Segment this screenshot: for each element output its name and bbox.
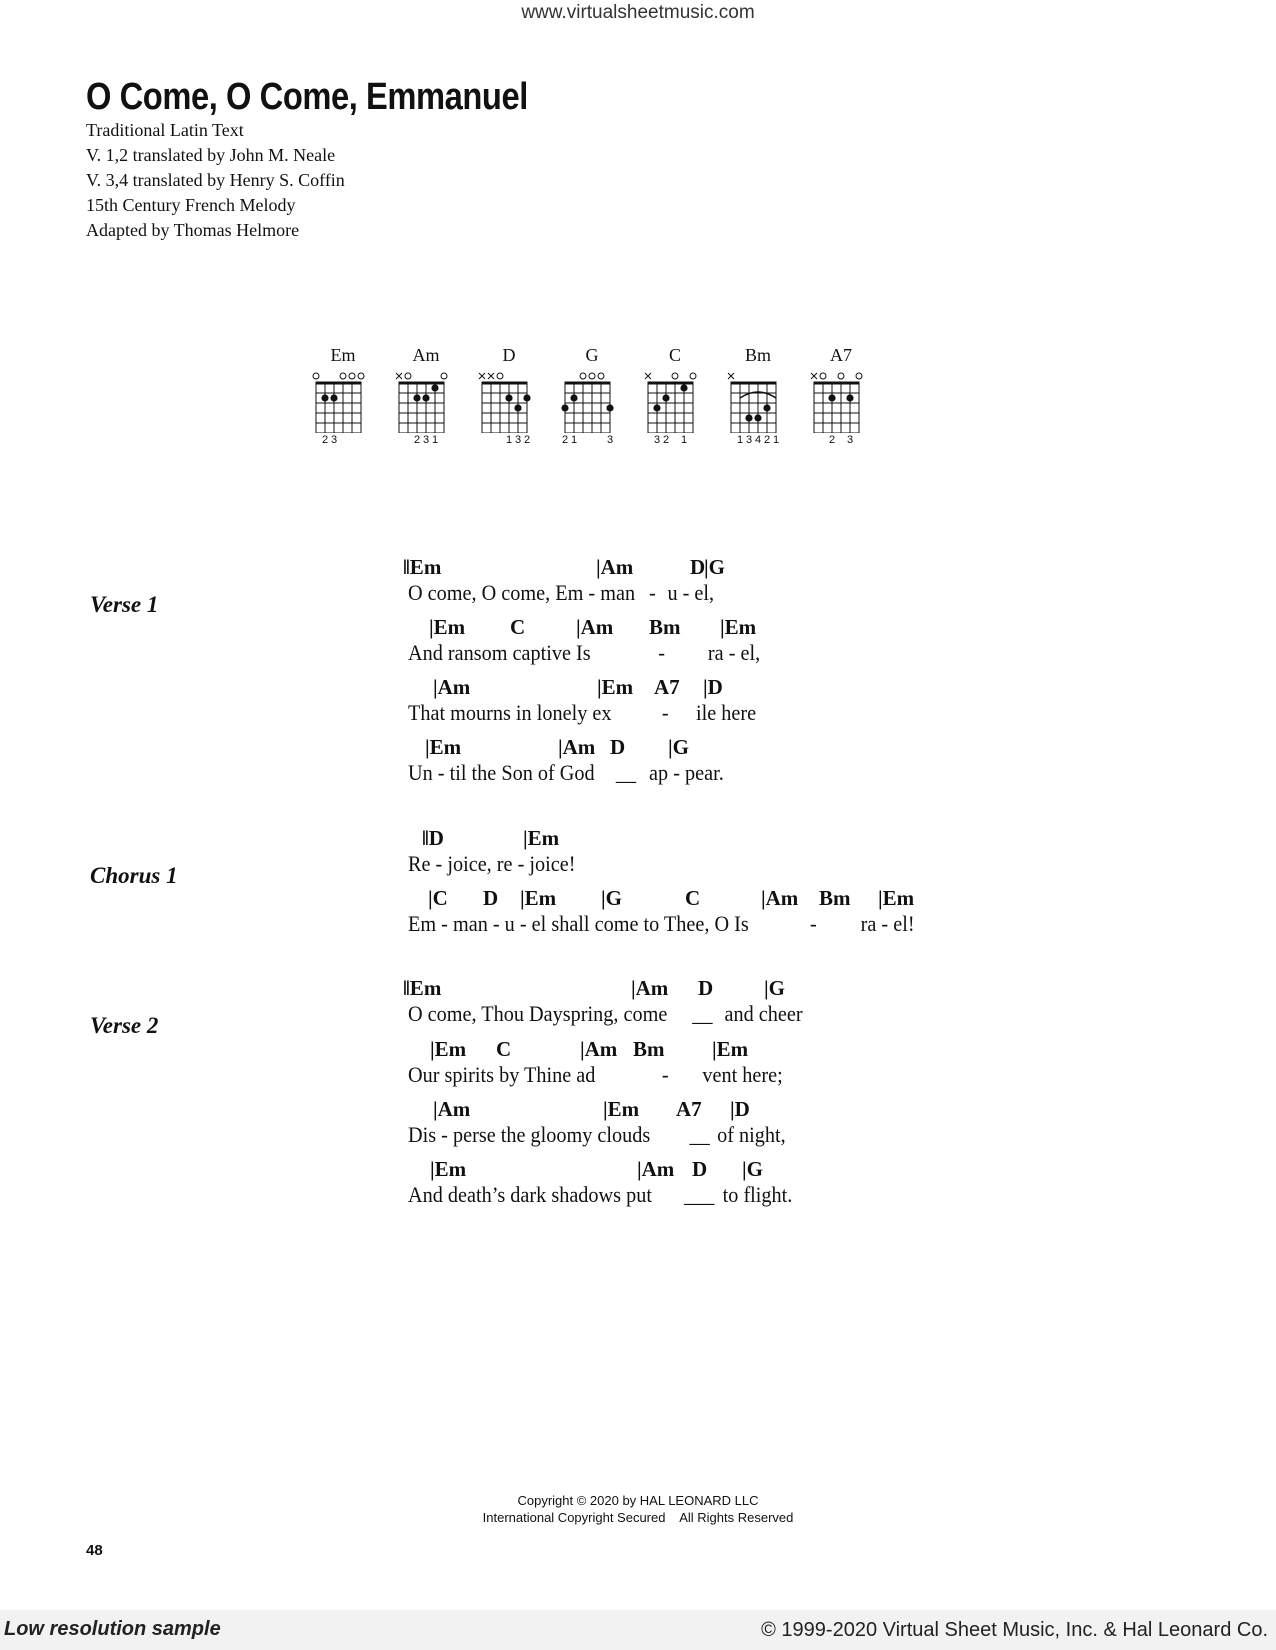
lyric-segment: __	[692, 1001, 713, 1026]
lyric-segment: That mourns in lonely ex	[408, 700, 612, 725]
open-string-marker	[589, 373, 595, 379]
copyright-notice	[0, 1492, 1276, 1526]
lyric-segment: u - el,	[667, 580, 715, 605]
chord-symbol: D	[690, 555, 706, 579]
lyric-segment: Em - man - u - el shall come to Thee, O Is	[408, 911, 749, 936]
chord-symbol: A7	[654, 675, 680, 699]
credit-adapter: Adapted by Thomas Helmore	[86, 220, 300, 240]
chord-fretboard	[806, 367, 876, 433]
open-string-marker	[441, 373, 447, 379]
chord-symbol: C	[510, 615, 526, 639]
finger-number: 4	[754, 434, 762, 446]
finger-dot	[330, 394, 337, 401]
section-label-chorus-1: Chorus 1	[90, 863, 178, 888]
finger-number: 2	[828, 434, 836, 446]
chord-symbol: |Em	[520, 886, 557, 910]
lyric-segment: ra - el,	[707, 640, 761, 665]
footer-copyright: © 1999-2020 Virtual Sheet Music, Inc. & Hal Leonard Co.	[761, 1619, 1268, 1641]
song-title: O Come, O Come, Emmanuel	[86, 76, 528, 118]
chord-symbol: |G	[704, 555, 725, 579]
open-string-marker	[820, 373, 826, 379]
chord-symbol: |Em	[597, 675, 634, 699]
finger-dot	[662, 394, 669, 401]
chord-symbol: A7	[676, 1097, 702, 1121]
lyric-segment: And ransom captive Is	[408, 640, 591, 665]
finger-number: 3	[606, 434, 614, 446]
muted-string-marker	[728, 373, 734, 379]
chord-diagram-name: Am	[412, 345, 440, 365]
finger-dot	[561, 404, 568, 411]
chord-symbol: |Am	[433, 1097, 471, 1121]
finger-number: 1	[431, 434, 439, 446]
finger-number: 3	[846, 434, 854, 446]
chord-symbol: D	[698, 976, 714, 1000]
finger-number: 3	[653, 434, 661, 446]
finger-dot	[422, 394, 429, 401]
finger-dot	[745, 414, 752, 421]
lyric-segment: -	[810, 911, 817, 936]
chord-symbol: D	[610, 735, 626, 759]
open-string-marker	[497, 373, 503, 379]
finger-dot	[606, 404, 613, 411]
chord-symbol: D	[483, 886, 499, 910]
lyric-segment: ile here	[695, 700, 757, 725]
open-string-marker	[349, 373, 355, 379]
chord-symbol: |Em	[720, 615, 757, 639]
open-string-marker	[340, 373, 346, 379]
finger-dot	[321, 394, 328, 401]
finger-dot	[763, 404, 770, 411]
chord-symbol: |Am	[576, 615, 614, 639]
copyright-line-2: International Copyright Secured All Rights Reserved	[482, 1510, 794, 1525]
muted-string-marker	[396, 373, 402, 379]
open-string-marker	[598, 373, 604, 379]
finger-number: 3	[422, 434, 430, 446]
finger-dot	[413, 394, 420, 401]
finger-dot	[570, 394, 577, 401]
chord-symbol: |Em	[430, 1157, 467, 1181]
finger-dot	[846, 394, 853, 401]
chord-symbol: |Em	[878, 886, 915, 910]
lyric-segment: -	[661, 700, 669, 725]
chord-fretboard	[474, 367, 544, 433]
chord-symbol: |Am	[761, 886, 799, 910]
lyric-segment: Our spirits by Thine ad	[408, 1062, 596, 1087]
chord-symbol: Bm	[819, 886, 851, 910]
chord-symbol: |D	[730, 1097, 750, 1121]
finger-number: 2	[523, 434, 531, 446]
chord-fretboard	[640, 367, 710, 433]
lyric-segment: ___	[684, 1182, 715, 1207]
open-string-marker	[405, 373, 411, 379]
credit-melody: 15th Century French Melody	[86, 195, 296, 215]
finger-dot	[505, 394, 512, 401]
section-label-verse-2: Verse 2	[90, 1013, 159, 1038]
lyric-segment: ra - el!	[860, 911, 915, 936]
chord-symbol: |Em	[430, 1037, 467, 1061]
muted-string-marker	[488, 373, 494, 379]
muted-string-marker	[811, 373, 817, 379]
finger-number: 2	[321, 434, 329, 446]
finger-dot	[514, 404, 521, 411]
finger-dot	[431, 384, 438, 391]
open-string-marker	[690, 373, 696, 379]
finger-dot	[754, 414, 761, 421]
chord-symbol: C	[496, 1037, 512, 1061]
chord-symbol: ‖Em	[403, 976, 442, 1000]
open-string-marker	[856, 373, 862, 379]
finger-number: 2	[413, 434, 421, 446]
open-string-marker	[313, 373, 319, 379]
lyric-segment: __	[615, 760, 637, 785]
lyric-segment: -	[649, 580, 656, 605]
chord-diagram-name: G	[585, 345, 599, 365]
lyric-segment: of night,	[717, 1122, 786, 1147]
lyric-segment: and cheer	[724, 1001, 803, 1026]
section-label-verse-1: Verse 1	[90, 592, 159, 617]
chord-symbol: |Am	[631, 976, 669, 1000]
lyric-segment: ap - pear.	[649, 760, 724, 785]
chord-fretboard	[723, 367, 793, 433]
chord-symbol: |Em	[425, 735, 462, 759]
chord-symbol: |C	[428, 886, 448, 910]
open-string-marker	[580, 373, 586, 379]
finger-number: 2	[763, 434, 771, 446]
finger-dot	[653, 404, 660, 411]
chord-symbol: D	[692, 1157, 708, 1181]
open-string-marker	[358, 373, 364, 379]
chord-symbol: |D	[703, 675, 723, 699]
lyric-segment: vent here;	[702, 1062, 783, 1087]
sample-notice: Low resolution sample	[4, 1618, 221, 1640]
chord-symbol: |Em	[429, 615, 466, 639]
chord-symbol: |G	[601, 886, 622, 910]
chord-symbol: |Em	[523, 826, 560, 850]
chord-symbol: |Em	[603, 1097, 640, 1121]
finger-dot	[680, 384, 687, 391]
chord-diagram-name: D	[502, 345, 516, 365]
finger-number: 1	[570, 434, 578, 446]
credit-translator-1: V. 1,2 translated by John M. Neale	[86, 145, 336, 165]
chord-diagram-name: C	[668, 345, 681, 365]
finger-number: 3	[745, 434, 753, 446]
lyric-segment: Dis - perse the gloomy clouds	[408, 1122, 651, 1147]
finger-number: 3	[330, 434, 338, 446]
chord-symbol: |Am	[637, 1157, 675, 1181]
finger-number: 1	[736, 434, 744, 446]
chord-symbol: ‖Em	[403, 555, 442, 579]
lyric-segment: to flight.	[722, 1182, 793, 1207]
site-url: www.virtualsheetmusic.com	[521, 2, 755, 23]
finger-number: 2	[561, 434, 569, 446]
open-string-marker	[838, 373, 844, 379]
credit-translator-2: V. 3,4 translated by Henry S. Coffin	[86, 170, 345, 190]
chord-symbol: |Em	[712, 1037, 749, 1061]
lyric-segment: Re - joice, re - joice!	[408, 851, 576, 876]
muted-string-marker	[479, 373, 485, 379]
chord-fretboard	[308, 367, 378, 433]
chord-symbol: |G	[668, 735, 689, 759]
lyric-segment: And death’s dark shadows put	[408, 1182, 652, 1207]
chord-diagram-name: A7	[830, 345, 852, 365]
lyric-segment: -	[661, 1062, 669, 1087]
chord-symbol: ‖D	[422, 826, 444, 850]
chord-symbol: |Am	[558, 735, 596, 759]
chord-symbol: |G	[764, 976, 785, 1000]
finger-dot	[523, 394, 530, 401]
credit-text-author: Traditional Latin Text	[86, 120, 244, 140]
finger-number: 1	[772, 434, 780, 446]
chord-symbol: |Am	[433, 675, 471, 699]
chord-symbol: |G	[742, 1157, 763, 1181]
copyright-line-1: Copyright © 2020 by HAL LEONARD LLC	[517, 1493, 759, 1508]
chord-symbol: |Am	[596, 555, 634, 579]
chord-symbol: Bm	[633, 1037, 665, 1061]
open-string-marker	[672, 373, 678, 379]
lyric-segment: O come, Thou Dayspring, come	[408, 1001, 668, 1026]
chord-symbol: C	[685, 886, 701, 910]
chord-symbol: |Am	[580, 1037, 618, 1061]
finger-number: 2	[662, 434, 670, 446]
finger-number: 1	[505, 434, 513, 446]
finger-dot	[828, 394, 835, 401]
finger-number: 1	[680, 434, 688, 446]
lyric-segment: __	[689, 1122, 710, 1147]
finger-number: 3	[514, 434, 522, 446]
chord-symbol: Bm	[649, 615, 681, 639]
page-number: 48	[86, 1542, 103, 1559]
chord-fretboard	[557, 367, 627, 433]
lyric-segment: Un - til the Son of God	[408, 760, 595, 785]
lyric-segment: -	[658, 640, 665, 665]
lyric-segment: O come, O come, Em - man	[408, 580, 636, 605]
chord-diagram-name: Em	[330, 345, 356, 365]
muted-string-marker	[645, 373, 651, 379]
chord-fretboard	[391, 367, 461, 433]
chord-diagram-name: Bm	[744, 345, 771, 365]
